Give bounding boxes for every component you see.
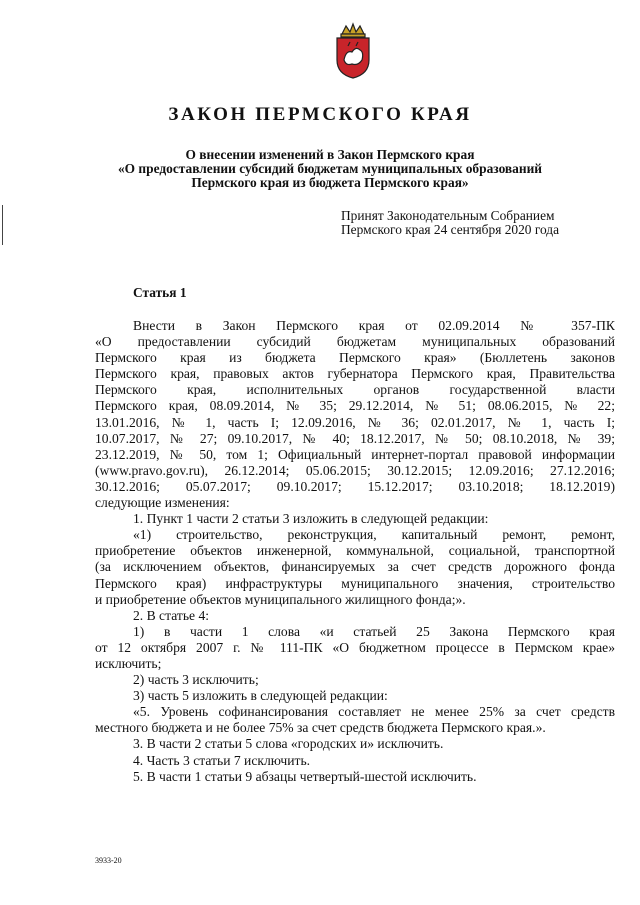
body-line: Пермского края из бюджета Пермского края» (Бюллетень законов — [95, 350, 615, 366]
subtitle-line: О внесении изменений в Закон Пермского края — [185, 147, 475, 162]
article-body — [95, 318, 615, 785]
quote-line: «1) строительство, реконструкция, капитальный ремонт, ремонт, — [133, 527, 615, 543]
subtitle-line: «О предоставлении субсидий бюджетам муниципальных образований — [117, 161, 543, 176]
amendment-item-4: 4. Часть 3 статьи 7 исключить. — [133, 752, 311, 768]
subtitle-line: Пермского края из бюджета Пермского края» — [191, 175, 469, 190]
body-line: следующие изменения: — [95, 495, 230, 511]
adoption-line: Пермского края 24 сентября 2020 года — [341, 222, 560, 237]
quote-line: Пермского края) инфраструктуры муниципального значения, строительство — [95, 575, 615, 591]
document-subtitle — [95, 148, 565, 190]
subitem-line: от 12 октября 2007 г. № 111-ПК «О бюджетном процессе в Пермском крае» — [95, 639, 615, 655]
subitem-line: исключить; — [95, 655, 162, 671]
body-line: (www.pravo.gov.ru), 26.12.2014; 05.06.2015; 30.12.2015; 12.09.2016; 27.12.2016; — [95, 462, 615, 478]
quote-line: (за исключением объектов, финансируемых за счет средств дорожного фонда — [95, 559, 615, 575]
body-line: Пермского края, 08.09.2014, № 35; 29.12.2014, № 51; 08.06.2015, № 22; — [95, 398, 615, 414]
margin-mark — [2, 205, 3, 245]
article-heading: Статья 1 — [133, 285, 187, 300]
amendment-item-1: 1. Пункт 1 части 2 статьи 3 изложить в следующей редакции: — [133, 511, 489, 527]
body-line: Пермского края, правовых актов губернатора Пермского края, Правительства — [95, 366, 615, 382]
body-line: Внести в Закон Пермского края от 02.09.2014 № 357-ПК — [133, 318, 615, 333]
adoption-line: Принят Законодательным Собранием — [341, 208, 555, 223]
body-line: 30.12.2016; 05.07.2017; 09.10.2017; 15.12.2017; 03.10.2018; 18.12.2019) — [95, 478, 615, 494]
body-line: «О предоставлении субсидий бюджетам муниципальных образований — [95, 334, 615, 350]
document-title: ЗАКОН ПЕРМСКОГО КРАЯ — [168, 104, 472, 125]
subitem-2: 2) часть 3 исключить; — [133, 672, 259, 688]
subitem-3: 3) часть 5 изложить в следующей редакции: — [133, 688, 388, 704]
amendment-item-5: 5. В части 1 статьи 9 абзацы четвертый-шестой исключить. — [133, 768, 477, 784]
subitem-line: 1) в части 1 слова «и статьей 25 Закона Пермского края — [133, 623, 615, 639]
body-line: 10.07.2017, № 27; 09.10.2017, № 40; 18.12.2017, № 50; 08.10.2018, № 39; — [95, 430, 615, 446]
amendment-item-3: 3. В части 2 статьи 5 слова «городских и» исключить. — [133, 736, 444, 752]
quote-line: местного бюджета и не более 75% за счет средств бюджета Пермского края.». — [95, 720, 546, 736]
quote-line: «5. Уровень софинансирования составляет не менее 25% за счет средств — [133, 704, 615, 720]
quote-line: приобретение объектов инженерной, коммунальной, социальной, транспортной — [95, 543, 615, 559]
coat-of-arms-icon — [330, 22, 376, 80]
body-line: 23.12.2019, № 50, том 1; Официальный интернет-портал правовой информации — [95, 446, 615, 462]
quote-line: и приобретение объектов муниципального жилищного фонда;». — [95, 591, 466, 607]
adoption-note — [341, 209, 601, 237]
body-line: 13.01.2016, № 1, часть I; 12.09.2016, № 36; 02.01.2017, № 1, часть I; — [95, 414, 615, 430]
body-line: Пермского края, исполнительных органов государственной власти — [95, 382, 615, 398]
document-code: 3933-20 — [95, 856, 122, 865]
amendment-item-2: 2. В статье 4: — [133, 607, 210, 623]
